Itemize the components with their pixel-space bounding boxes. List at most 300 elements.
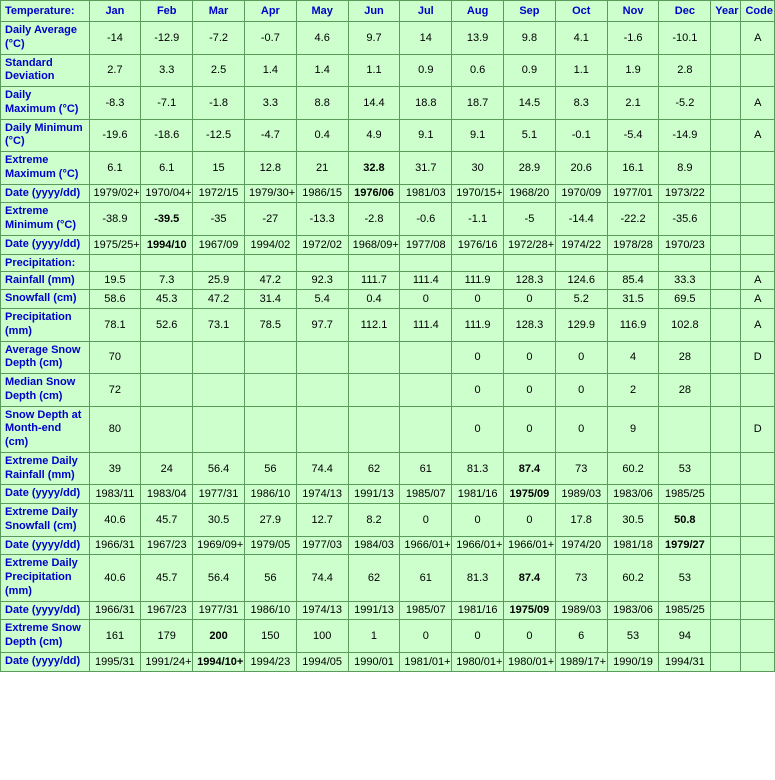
temperature-cell-5-3: 1979/30+ [244,184,296,203]
precipitation-cell-5-1 [141,406,193,452]
precipitation-cell-8-3: 27.9 [244,504,296,537]
precipitation-cell-13-6: 1981/01+ [400,652,452,671]
temperature-cell-3-6: 9.1 [400,119,452,152]
precipitation-cell-11-6: 1985/07 [400,601,452,620]
precipitation-cell-3-4 [296,341,348,374]
precipitation-cell-10-9: 73 [555,555,607,601]
table-row [1,374,775,407]
table-row [1,152,775,185]
temperature-cell-2-3: 3.3 [244,87,296,120]
precipitation-cell-8-7: 0 [452,504,504,537]
precipitation-cell-7-11: 1985/25 [659,485,711,504]
header-month-jun: Jun [348,1,400,22]
temperature-cell-4-0: 6.1 [89,152,141,185]
temperature-cell-0-8: 9.8 [504,22,556,55]
table-row [1,555,775,601]
temperature-row-label-3: Daily Minimum (°C) [1,119,90,152]
precipitation-section-spacer-9 [555,254,607,271]
precipitation-cell-2-3: 78.5 [244,309,296,342]
temperature-cell-5-7: 1970/15+ [452,184,504,203]
precipitation-cell-12-10: 53 [607,620,659,653]
precipitation-cell-13-10: 1990/19 [607,652,659,671]
precipitation-cell-0-9: 124.6 [555,271,607,290]
temperature-cell-1-0: 2.7 [89,54,141,87]
precipitation-row-label-10: Extreme Daily Precipitation (mm) [1,555,90,601]
temperature-cell-5-2: 1972/15 [193,184,245,203]
precipitation-year-4 [711,374,741,407]
precipitation-row-label-11: Date (yyyy/dd) [1,601,90,620]
temperature-cell-2-6: 18.8 [400,87,452,120]
precipitation-cell-13-5: 1990/01 [348,652,400,671]
precipitation-cell-10-8: 87.4 [504,555,556,601]
precipitation-year-7 [711,485,741,504]
precipitation-cell-1-5: 0.4 [348,290,400,309]
precipitation-row-label-7: Date (yyyy/dd) [1,485,90,504]
temperature-year-7 [711,235,741,254]
precipitation-cell-7-1: 1983/04 [141,485,193,504]
precipitation-row-label-8: Extreme Daily Snowfall (cm) [1,504,90,537]
table-row [1,504,775,537]
temperature-cell-6-1: -39.5 [141,203,193,236]
table-row [1,290,775,309]
precipitation-cell-5-2 [193,406,245,452]
precipitation-cell-10-6: 61 [400,555,452,601]
precipitation-cell-12-5: 1 [348,620,400,653]
temperature-cell-7-5: 1968/09+ [348,235,400,254]
temperature-cell-2-5: 14.4 [348,87,400,120]
precipitation-cell-8-9: 17.8 [555,504,607,537]
precipitation-cell-1-11: 69.5 [659,290,711,309]
precipitation-cell-9-2: 1969/09+ [193,536,245,555]
precipitation-cell-9-0: 1966/31 [89,536,141,555]
temperature-cell-2-0: -8.3 [89,87,141,120]
temperature-cell-1-2: 2.5 [193,54,245,87]
precipitation-cell-1-6: 0 [400,290,452,309]
precipitation-cell-11-8: 1975/09 [504,601,556,620]
temperature-cell-0-2: -7.2 [193,22,245,55]
temperature-code-4 [741,152,775,185]
precipitation-cell-3-7: 0 [452,341,504,374]
precipitation-cell-10-11: 53 [659,555,711,601]
precipitation-cell-8-0: 40.6 [89,504,141,537]
precipitation-cell-1-9: 5.2 [555,290,607,309]
precipitation-cell-0-5: 111.7 [348,271,400,290]
temperature-year-0 [711,22,741,55]
precipitation-cell-9-11: 1979/27 [659,536,711,555]
temperature-cell-6-4: -13.3 [296,203,348,236]
precipitation-code-9 [741,536,775,555]
precipitation-cell-13-2: 1994/10+ [193,652,245,671]
precipitation-cell-6-0: 39 [89,452,141,485]
precipitation-cell-8-4: 12.7 [296,504,348,537]
temperature-cell-1-5: 1.1 [348,54,400,87]
precipitation-row-label-9: Date (yyyy/dd) [1,536,90,555]
temperature-cell-1-6: 0.9 [400,54,452,87]
precipitation-cell-11-2: 1977/31 [193,601,245,620]
temperature-cell-1-11: 2.8 [659,54,711,87]
precipitation-section-spacer-1 [141,254,193,271]
temperature-cell-3-0: -19.6 [89,119,141,152]
precipitation-cell-1-3: 31.4 [244,290,296,309]
precipitation-code-5: D [741,406,775,452]
precipitation-cell-9-3: 1979/05 [244,536,296,555]
header-year: Year [711,1,741,22]
temperature-cell-3-4: 0.4 [296,119,348,152]
precipitation-cell-2-7: 111.9 [452,309,504,342]
temperature-cell-5-4: 1986/15 [296,184,348,203]
temperature-cell-0-10: -1.6 [607,22,659,55]
precipitation-cell-12-2: 200 [193,620,245,653]
precipitation-cell-4-5 [348,374,400,407]
precipitation-code-6 [741,452,775,485]
temperature-row-label-2: Daily Maximum (°C) [1,87,90,120]
temperature-cell-7-10: 1978/28 [607,235,659,254]
precipitation-row-label-12: Extreme Snow Depth (cm) [1,620,90,653]
precipitation-cell-11-4: 1974/13 [296,601,348,620]
temperature-cell-0-9: 4.1 [555,22,607,55]
precipitation-section-code [741,254,775,271]
temperature-year-6 [711,203,741,236]
table-row [1,601,775,620]
precipitation-cell-6-2: 56.4 [193,452,245,485]
temperature-cell-4-5: 32.8 [348,152,400,185]
precipitation-cell-2-2: 73.1 [193,309,245,342]
precipitation-cell-0-6: 111.4 [400,271,452,290]
table-row [1,235,775,254]
precipitation-cell-0-10: 85.4 [607,271,659,290]
precipitation-cell-1-7: 0 [452,290,504,309]
temperature-cell-7-0: 1975/25+ [89,235,141,254]
header-code: Code [741,1,775,22]
precipitation-cell-9-6: 1966/01+ [400,536,452,555]
precipitation-cell-7-8: 1975/09 [504,485,556,504]
temperature-cell-1-1: 3.3 [141,54,193,87]
temperature-year-2 [711,87,741,120]
temperature-cell-0-4: 4.6 [296,22,348,55]
temperature-year-5 [711,184,741,203]
temperature-row-label-4: Extreme Maximum (°C) [1,152,90,185]
precipitation-row-label-0: Rainfall (mm) [1,271,90,290]
temperature-cell-3-5: 4.9 [348,119,400,152]
temperature-cell-5-6: 1981/03 [400,184,452,203]
precipitation-cell-8-5: 8.2 [348,504,400,537]
precipitation-cell-5-9: 0 [555,406,607,452]
precipitation-year-1 [711,290,741,309]
precipitation-cell-4-6 [400,374,452,407]
precipitation-cell-4-11: 28 [659,374,711,407]
precipitation-cell-9-4: 1977/03 [296,536,348,555]
temperature-cell-6-10: -22.2 [607,203,659,236]
temperature-cell-7-9: 1974/22 [555,235,607,254]
temperature-cell-1-3: 1.4 [244,54,296,87]
precipitation-cell-10-3: 56 [244,555,296,601]
precipitation-section-spacer-3 [244,254,296,271]
precipitation-cell-9-9: 1974/20 [555,536,607,555]
precipitation-cell-3-9: 0 [555,341,607,374]
temperature-cell-7-1: 1994/10 [141,235,193,254]
precipitation-code-2: A [741,309,775,342]
precipitation-cell-11-10: 1983/06 [607,601,659,620]
precipitation-cell-10-4: 74.4 [296,555,348,601]
header-month-jul: Jul [400,1,452,22]
precipitation-cell-0-11: 33.3 [659,271,711,290]
temperature-cell-4-8: 28.9 [504,152,556,185]
precipitation-cell-2-0: 78.1 [89,309,141,342]
temperature-cell-7-8: 1972/28+ [504,235,556,254]
precipitation-cell-11-3: 1986/10 [244,601,296,620]
precipitation-cell-6-1: 24 [141,452,193,485]
precipitation-cell-6-5: 62 [348,452,400,485]
header-month-aug: Aug [452,1,504,22]
temperature-cell-4-11: 8.9 [659,152,711,185]
precipitation-section-spacer-7 [452,254,504,271]
precipitation-cell-2-4: 97.7 [296,309,348,342]
precipitation-section-label: Precipitation: [1,254,90,271]
precipitation-cell-6-4: 74.4 [296,452,348,485]
precipitation-cell-3-10: 4 [607,341,659,374]
precipitation-section-year [711,254,741,271]
precipitation-cell-4-10: 2 [607,374,659,407]
precipitation-cell-8-8: 0 [504,504,556,537]
precipitation-section-spacer-6 [400,254,452,271]
temperature-cell-2-7: 18.7 [452,87,504,120]
precipitation-cell-13-7: 1980/01+ [452,652,504,671]
precipitation-cell-4-9: 0 [555,374,607,407]
precipitation-cell-1-0: 58.6 [89,290,141,309]
precipitation-cell-13-3: 1994/23 [244,652,296,671]
temperature-year-1 [711,54,741,87]
temperature-cell-7-3: 1994/02 [244,235,296,254]
header-month-jan: Jan [89,1,141,22]
precipitation-cell-5-10: 9 [607,406,659,452]
header-month-mar: Mar [193,1,245,22]
temperature-row-label-0: Daily Average (°C) [1,22,90,55]
temperature-cell-5-0: 1979/02+ [89,184,141,203]
precipitation-row-label-6: Extreme Daily Rainfall (mm) [1,452,90,485]
precipitation-cell-13-4: 1994/05 [296,652,348,671]
table-row [1,485,775,504]
temperature-cell-5-1: 1970/04+ [141,184,193,203]
precipitation-row-label-4: Median Snow Depth (cm) [1,374,90,407]
precipitation-cell-0-3: 47.2 [244,271,296,290]
temperature-cell-5-11: 1973/22 [659,184,711,203]
temperature-code-1 [741,54,775,87]
table-row [1,309,775,342]
precipitation-cell-4-1 [141,374,193,407]
temperature-cell-7-7: 1976/16 [452,235,504,254]
precipitation-cell-10-0: 40.6 [89,555,141,601]
temperature-cell-7-6: 1977/08 [400,235,452,254]
temperature-cell-2-8: 14.5 [504,87,556,120]
temperature-code-5 [741,184,775,203]
precipitation-code-3: D [741,341,775,374]
temperature-cell-3-3: -4.7 [244,119,296,152]
table-row [1,184,775,203]
precipitation-cell-8-2: 30.5 [193,504,245,537]
temperature-cell-2-2: -1.8 [193,87,245,120]
table-row [1,119,775,152]
precipitation-cell-4-2 [193,374,245,407]
precipitation-cell-5-11 [659,406,711,452]
temperature-cell-1-10: 1.9 [607,54,659,87]
precipitation-cell-1-8: 0 [504,290,556,309]
precipitation-cell-8-10: 30.5 [607,504,659,537]
precipitation-cell-7-0: 1983/11 [89,485,141,504]
precipitation-cell-4-8: 0 [504,374,556,407]
header-month-sep: Sep [504,1,556,22]
precipitation-cell-11-5: 1991/13 [348,601,400,620]
table-row [1,652,775,671]
precipitation-cell-12-0: 161 [89,620,141,653]
temperature-code-3: A [741,119,775,152]
temperature-cell-0-0: -14 [89,22,141,55]
precipitation-cell-7-4: 1974/13 [296,485,348,504]
precipitation-cell-12-11: 94 [659,620,711,653]
precipitation-cell-0-7: 111.9 [452,271,504,290]
precipitation-cell-5-7: 0 [452,406,504,452]
precipitation-cell-4-4 [296,374,348,407]
table-row [1,452,775,485]
temperature-row-label-7: Date (yyyy/dd) [1,235,90,254]
precipitation-cell-10-2: 56.4 [193,555,245,601]
temperature-cell-1-9: 1.1 [555,54,607,87]
precipitation-row-label-1: Snowfall (cm) [1,290,90,309]
precipitation-cell-9-1: 1967/23 [141,536,193,555]
table-row [1,203,775,236]
precipitation-cell-4-7: 0 [452,374,504,407]
precipitation-cell-3-5 [348,341,400,374]
precipitation-cell-12-1: 179 [141,620,193,653]
precipitation-cell-2-5: 112.1 [348,309,400,342]
precipitation-cell-3-8: 0 [504,341,556,374]
precipitation-cell-2-9: 129.9 [555,309,607,342]
precipitation-cell-10-1: 45.7 [141,555,193,601]
precipitation-cell-0-0: 19.5 [89,271,141,290]
precipitation-cell-1-4: 5.4 [296,290,348,309]
precipitation-row-label-3: Average Snow Depth (cm) [1,341,90,374]
precipitation-cell-3-2 [193,341,245,374]
precipitation-cell-12-6: 0 [400,620,452,653]
precipitation-cell-2-11: 102.8 [659,309,711,342]
temperature-cell-6-2: -35 [193,203,245,236]
precipitation-cell-10-7: 81.3 [452,555,504,601]
precipitation-section-spacer-2 [193,254,245,271]
precipitation-cell-2-6: 111.4 [400,309,452,342]
precipitation-cell-8-1: 45.7 [141,504,193,537]
temperature-code-7 [741,235,775,254]
temperature-cell-0-3: -0.7 [244,22,296,55]
temperature-cell-1-8: 0.9 [504,54,556,87]
precipitation-section-spacer-11 [659,254,711,271]
precipitation-year-3 [711,341,741,374]
precipitation-cell-0-8: 128.3 [504,271,556,290]
header-month-apr: Apr [244,1,296,22]
precipitation-cell-8-6: 0 [400,504,452,537]
table-header-row [1,1,775,22]
precipitation-section-spacer-10 [607,254,659,271]
temperature-cell-4-6: 31.7 [400,152,452,185]
precipitation-year-10 [711,555,741,601]
precipitation-code-8 [741,504,775,537]
header-month-feb: Feb [141,1,193,22]
precipitation-year-13 [711,652,741,671]
precipitation-cell-1-2: 47.2 [193,290,245,309]
temperature-cell-0-5: 9.7 [348,22,400,55]
temperature-cell-6-11: -35.6 [659,203,711,236]
precipitation-cell-10-10: 60.2 [607,555,659,601]
precipitation-cell-0-4: 92.3 [296,271,348,290]
table-row [1,341,775,374]
temperature-cell-5-10: 1977/01 [607,184,659,203]
precipitation-cell-5-3 [244,406,296,452]
temperature-cell-4-9: 20.6 [555,152,607,185]
precipitation-cell-1-10: 31.5 [607,290,659,309]
temperature-cell-0-1: -12.9 [141,22,193,55]
temperature-cell-5-8: 1968/20 [504,184,556,203]
header-temperature-label: Temperature: [1,1,90,22]
table-row [1,271,775,290]
temperature-cell-2-10: 2.1 [607,87,659,120]
precipitation-cell-6-11: 53 [659,452,711,485]
precipitation-cell-5-5 [348,406,400,452]
precipitation-cell-11-7: 1981/16 [452,601,504,620]
precipitation-cell-4-3 [244,374,296,407]
temperature-cell-2-11: -5.2 [659,87,711,120]
temperature-cell-6-9: -14.4 [555,203,607,236]
precipitation-cell-13-9: 1989/17+ [555,652,607,671]
precipitation-year-0 [711,271,741,290]
precipitation-code-0: A [741,271,775,290]
temperature-cell-1-7: 0.6 [452,54,504,87]
temperature-cell-0-11: -10.1 [659,22,711,55]
table-row [1,536,775,555]
precipitation-row-label-5: Snow Depth at Month-end (cm) [1,406,90,452]
temperature-cell-6-3: -27 [244,203,296,236]
temperature-cell-3-11: -14.9 [659,119,711,152]
precipitation-year-5 [711,406,741,452]
temperature-cell-4-7: 30 [452,152,504,185]
temperature-year-4 [711,152,741,185]
precipitation-cell-6-3: 56 [244,452,296,485]
precipitation-code-11 [741,601,775,620]
temperature-cell-3-10: -5.4 [607,119,659,152]
temperature-cell-2-9: 8.3 [555,87,607,120]
temperature-code-2: A [741,87,775,120]
precipitation-cell-11-0: 1966/31 [89,601,141,620]
temperature-row-label-1: Standard Deviation [1,54,90,87]
table-row [1,54,775,87]
precipitation-section-spacer-5 [348,254,400,271]
temperature-cell-4-3: 12.8 [244,152,296,185]
table-row [1,406,775,452]
temperature-code-0: A [741,22,775,55]
precipitation-cell-0-2: 25.9 [193,271,245,290]
precipitation-cell-9-8: 1966/01+ [504,536,556,555]
precipitation-cell-11-1: 1967/23 [141,601,193,620]
precipitation-row-label-13: Date (yyyy/dd) [1,652,90,671]
precipitation-year-11 [711,601,741,620]
precipitation-cell-4-0: 72 [89,374,141,407]
precipitation-cell-12-7: 0 [452,620,504,653]
header-month-oct: Oct [555,1,607,22]
precipitation-cell-3-11: 28 [659,341,711,374]
precipitation-cell-12-8: 0 [504,620,556,653]
header-month-nov: Nov [607,1,659,22]
precipitation-section-spacer-8 [504,254,556,271]
precipitation-cell-13-8: 1980/01+ [504,652,556,671]
temperature-cell-3-9: -0.1 [555,119,607,152]
precipitation-cell-6-9: 73 [555,452,607,485]
